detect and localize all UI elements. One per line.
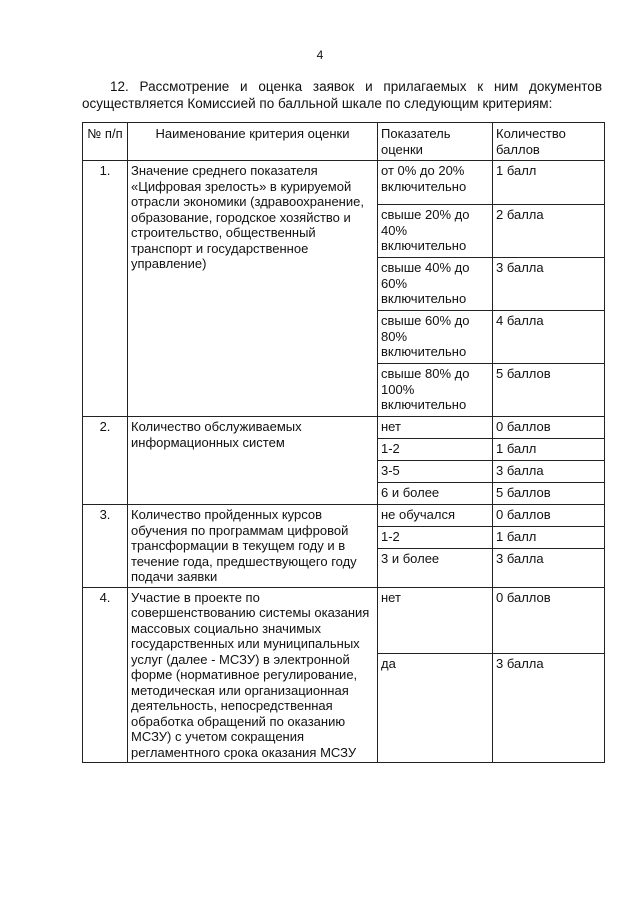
criterion-number: 3.	[83, 505, 128, 588]
points-cell: 2 балла	[493, 205, 605, 258]
points-cell: 5 баллов	[493, 483, 605, 505]
criterion-number: 2.	[83, 417, 128, 505]
criteria-table	[82, 122, 605, 763]
header-points: Количество баллов	[493, 123, 605, 161]
intro-text: 12. Рассмотрение и оценка заявок и прилагаемых к ним документов осуществляется Комиссией по балльной шкале по следующим критериям:	[82, 79, 602, 111]
indicator-cell: от 0% до 20% включительно	[378, 161, 493, 205]
points-cell: 4 балла	[493, 311, 605, 364]
criterion-name: Количество обслуживаемых информационных систем	[128, 417, 378, 505]
points-cell: 1 балл	[493, 439, 605, 461]
intro-paragraph	[82, 78, 602, 112]
table-header-row	[83, 123, 605, 161]
indicator-cell: да	[378, 653, 493, 763]
indicator-cell: свыше 80% до 100% включительно	[378, 364, 493, 417]
indicator-cell: не обучался	[378, 505, 493, 527]
points-cell: 1 балл	[493, 161, 605, 205]
criterion-number: 4.	[83, 587, 128, 763]
points-cell: 0 баллов	[493, 587, 605, 653]
indicator-cell: нет	[378, 587, 493, 653]
criterion-name: Участие в проекте по совершенствованию системы оказания массовых социально значимых государственных или муниципальных услуг (далее - МСЗУ) в электронной форме (нормативное регулирование, методическая или организационная деятельность, непосредственная обработка обращений по оказанию МСЗУ) с учетом сокращения регламентного срока оказания МСЗУ	[128, 587, 378, 763]
criterion-name: Количество пройденных курсов обучения по программам цифровой трансформации в текущем году и в течение года, предшествующего году подачи заявки	[128, 505, 378, 588]
points-cell: 5 баллов	[493, 364, 605, 417]
indicator-cell: свыше 20% до 40% включительно	[378, 205, 493, 258]
indicator-cell: 3-5	[378, 461, 493, 483]
table-row	[83, 417, 605, 439]
table-row	[83, 587, 605, 653]
indicator-cell: свыше 60% до 80% включительно	[378, 311, 493, 364]
points-cell: 3 балла	[493, 461, 605, 483]
header-criterion-name: Наименование критерия оценки	[128, 123, 378, 161]
indicator-cell: нет	[378, 417, 493, 439]
criterion-number: 1.	[83, 161, 128, 417]
indicator-cell: свыше 40% до 60% включительно	[378, 258, 493, 311]
points-cell: 0 баллов	[493, 505, 605, 527]
points-cell: 1 балл	[493, 527, 605, 549]
header-indicator: Показатель оценки	[378, 123, 493, 161]
indicator-cell: 1-2	[378, 527, 493, 549]
indicator-cell: 6 и более	[378, 483, 493, 505]
points-cell: 3 балла	[493, 549, 605, 587]
points-cell: 3 балла	[493, 258, 605, 311]
points-cell: 0 баллов	[493, 417, 605, 439]
points-cell: 3 балла	[493, 653, 605, 763]
table-row	[83, 161, 605, 205]
indicator-cell: 3 и более	[378, 549, 493, 587]
indicator-cell: 1-2	[378, 439, 493, 461]
header-num: № п/п	[83, 123, 128, 161]
criterion-name: Значение среднего показателя «Цифровая зрелость» в курируемой отрасли экономики (здравоохранение, образование, городское хозяйство и строительство, общественный транспорт и государственное управление)	[128, 161, 378, 417]
page-number: 4	[316, 48, 324, 62]
table-row	[83, 505, 605, 527]
